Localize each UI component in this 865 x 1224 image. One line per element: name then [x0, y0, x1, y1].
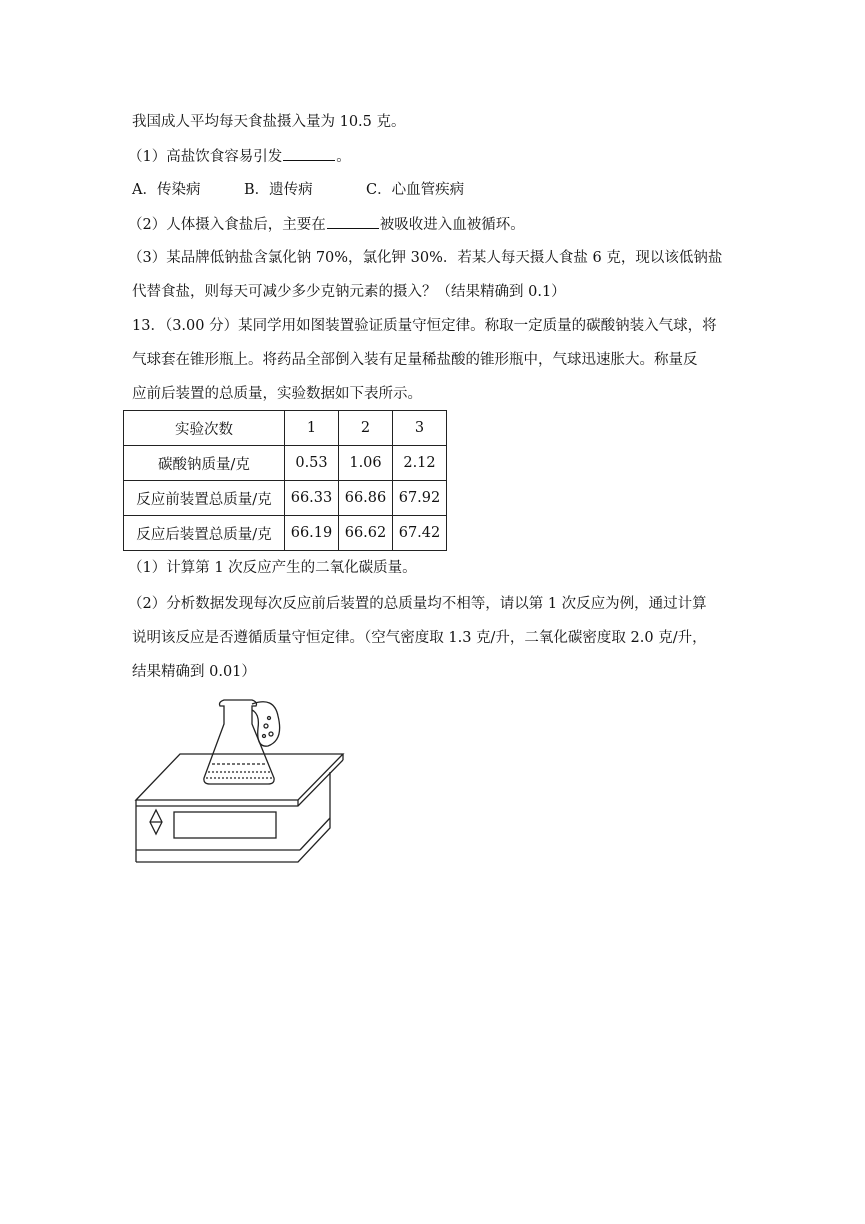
problem-13-line-3: 应前后装置的总质量，实验数据如下表所示。 — [132, 386, 422, 402]
question-3-line-1: （3）某品牌低钠盐含氯化钠 70%，氯化钾 30%．若某人每天摄人食盐 6 克，现以该低钠盐 — [128, 250, 723, 266]
table-header-cell: 3 — [393, 411, 447, 446]
sub-question-2-line-2: 说明该反应是否遵循质量守恒定律。（空气密度取 1.3 克/升，二氧化碳密度取 2.0 克/升， — [132, 630, 707, 646]
question-2-prefix: （2）人体摄入食盐后，主要在 — [128, 217, 326, 233]
table-cell: 碳酸钠质量/克 — [124, 446, 285, 481]
data-table — [123, 410, 447, 551]
table-row — [124, 481, 447, 516]
table-cell: 反应后装置总质量/克 — [124, 516, 285, 551]
table-row — [124, 446, 447, 481]
option-c: C．心血管疾病 — [366, 182, 465, 198]
table-row — [124, 516, 447, 551]
options-row — [132, 180, 464, 200]
table-header-cell: 1 — [285, 411, 339, 446]
apparatus-figure — [128, 688, 348, 872]
problem-13-line-2: 气球套在锥形瓶上。将药品全部倒入装有足量稀盐酸的锥形瓶中，气球迅速胀大。称量反 — [132, 352, 698, 368]
table-cell: 67.42 — [393, 516, 447, 551]
table-header-cell: 实验次数 — [124, 411, 285, 446]
table-cell: 反应前装置总质量/克 — [124, 481, 285, 516]
question-2-suffix: 被吸收进入血被循环。 — [379, 217, 525, 233]
table-cell: 66.19 — [285, 516, 339, 551]
option-b: B．遗传病 — [244, 182, 313, 198]
question-3-line-2: 代替食盐，则每天可减少多少克钠元素的摄入？（结果精确到 0.1） — [132, 284, 566, 300]
scale-plate — [136, 754, 343, 800]
answer-blank — [327, 214, 379, 229]
balance-flask-illustration — [128, 688, 348, 868]
table-header-row — [124, 411, 447, 446]
intro-text: 我国成人平均每天食盐摄入量为 10.5 克。 — [132, 114, 406, 130]
table-cell: 66.86 — [339, 481, 393, 516]
table-cell: 67.92 — [393, 481, 447, 516]
table-cell: 0.53 — [285, 446, 339, 481]
table-header-cell: 2 — [339, 411, 393, 446]
sub-question-2-line-3: 结果精确到 0.01） — [132, 664, 256, 680]
scale-display — [174, 812, 276, 838]
option-a: A．传染病 — [132, 182, 201, 198]
question-1-prefix: （1）高盐饮食容易引发 — [128, 149, 283, 165]
sub-question-1: （1）计算第 1 次反应产生的二氧化碳质量。 — [128, 560, 417, 576]
question-1 — [128, 146, 351, 167]
question-1-suffix: 。 — [336, 149, 351, 165]
sub-question-2-line-1: （2）分析数据发现每次反应前后装置的总质量均不相等，请以第 1 次反应为例，通过计算 — [128, 596, 707, 612]
table-cell: 66.33 — [285, 481, 339, 516]
answer-blank — [283, 146, 335, 161]
table-cell: 1.06 — [339, 446, 393, 481]
table-cell: 2.12 — [393, 446, 447, 481]
question-2 — [128, 214, 525, 235]
table-cell: 66.62 — [339, 516, 393, 551]
problem-13-line-1: 13．（3.00 分）某同学用如图装置验证质量守恒定律。称取一定质量的碳酸钠装入气球，将 — [132, 318, 717, 334]
conical-flask — [204, 700, 274, 784]
